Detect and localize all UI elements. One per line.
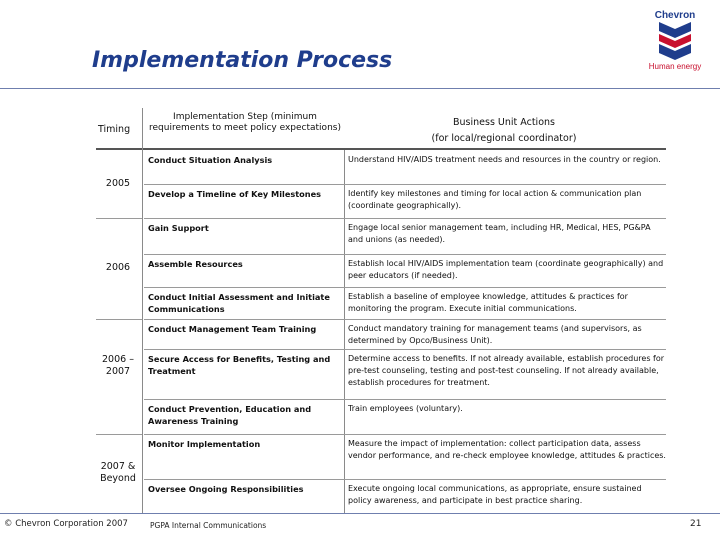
step-label: Develop a Timeline of Key Milestones	[148, 189, 322, 199]
logo-brand-text: Chevron	[654, 10, 696, 21]
step-label: Conduct Prevention, Education and Awareness Training	[148, 404, 312, 426]
table-row	[144, 184, 666, 218]
year-2007-beyond	[96, 461, 140, 485]
step-label: Monitor Implementation	[148, 439, 261, 449]
year-label-line: 2007	[105, 366, 131, 377]
year-label-line: Beyond	[100, 473, 136, 484]
table-row	[144, 254, 666, 287]
year-2006-2007	[96, 354, 140, 378]
logo-tagline: Human energy	[648, 62, 702, 71]
table-row	[144, 287, 666, 319]
page-number: 21	[690, 519, 702, 529]
table-row	[144, 349, 666, 399]
action-text: Conduct mandatory training for management teams (and supervisors, as determined by Opco/Business Unit).	[348, 324, 642, 345]
year-2005: 2005	[105, 178, 131, 189]
action-text: Train employees (voluntary).	[348, 404, 463, 413]
step-label: Conduct Situation Analysis	[148, 155, 273, 165]
chevron-logo	[645, 10, 705, 72]
action-text: Understand HIV/AIDS treatment needs and resources in the country or region.	[348, 155, 661, 164]
timing-column-divider	[142, 108, 143, 513]
action-text: Establish a baseline of employee knowledge, attitudes & practices for monitoring the program. Execute initial communications.	[348, 292, 628, 313]
action-text: Engage local senior management team, including HR, Medical, HES, PG&PA and unions (as needed).	[348, 223, 651, 244]
header-actions-title: Business Unit Actions	[453, 117, 555, 128]
table-row	[144, 399, 666, 434]
table-row	[144, 218, 666, 254]
footer-divider	[0, 513, 720, 514]
table-row	[144, 319, 666, 349]
action-text: Execute ongoing local communications, as appropriate, ensure sustained policy awareness, and participate in best practice sharing.	[348, 484, 642, 505]
footer-copyright: © Chevron Corporation 2007	[4, 519, 128, 529]
year-group-divider	[96, 434, 142, 435]
header-actions-subtitle: (for local/regional coordinator)	[431, 133, 577, 144]
slide-title: Implementation Process	[92, 48, 393, 73]
table-row	[144, 434, 666, 479]
step-label: Oversee Ongoing Responsibilities	[148, 484, 304, 494]
table-row	[144, 479, 666, 513]
table-row	[144, 150, 666, 184]
step-label: Gain Support	[148, 223, 209, 233]
year-label-line: 2007 &	[100, 461, 136, 472]
step-label: Secure Access for Benefits, Testing and Treatment	[148, 354, 331, 376]
step-label: Assemble Resources	[148, 259, 243, 269]
year-label-line: 2006 –	[102, 354, 134, 365]
header-timing: Timing	[98, 124, 131, 135]
action-text: Measure the impact of implementation: collect participation data, assess vendor performance, and re-check employee knowledge, attitudes & practices.	[348, 439, 666, 460]
year-group-divider	[96, 319, 142, 320]
year-group-divider	[96, 218, 142, 219]
step-label: Conduct Management Team Training	[148, 324, 317, 334]
title-divider	[0, 88, 720, 89]
action-text: Determine access to benefits. If not already available, establish procedures for pre-test counseling, testing and post-test counseling. If not already available, establish procedures for treatment.	[348, 354, 665, 387]
action-text: Identify key milestones and timing for local action & communication plan (coordinate geographically).	[348, 189, 642, 210]
header-implementation-step: Implementation Step (minimum requirements to meet policy expectations)	[149, 112, 341, 133]
action-text: Establish local HIV/AIDS implementation team (coordinate geographically) and peer educators (if needed).	[348, 259, 664, 280]
header-business-unit-actions	[344, 115, 664, 147]
footer-department: PGPA Internal Communications	[150, 521, 267, 530]
year-2006: 2006	[105, 262, 131, 273]
chevron-emblem-icon	[659, 22, 691, 60]
step-label: Conduct Initial Assessment and Initiate Communications	[148, 292, 330, 314]
